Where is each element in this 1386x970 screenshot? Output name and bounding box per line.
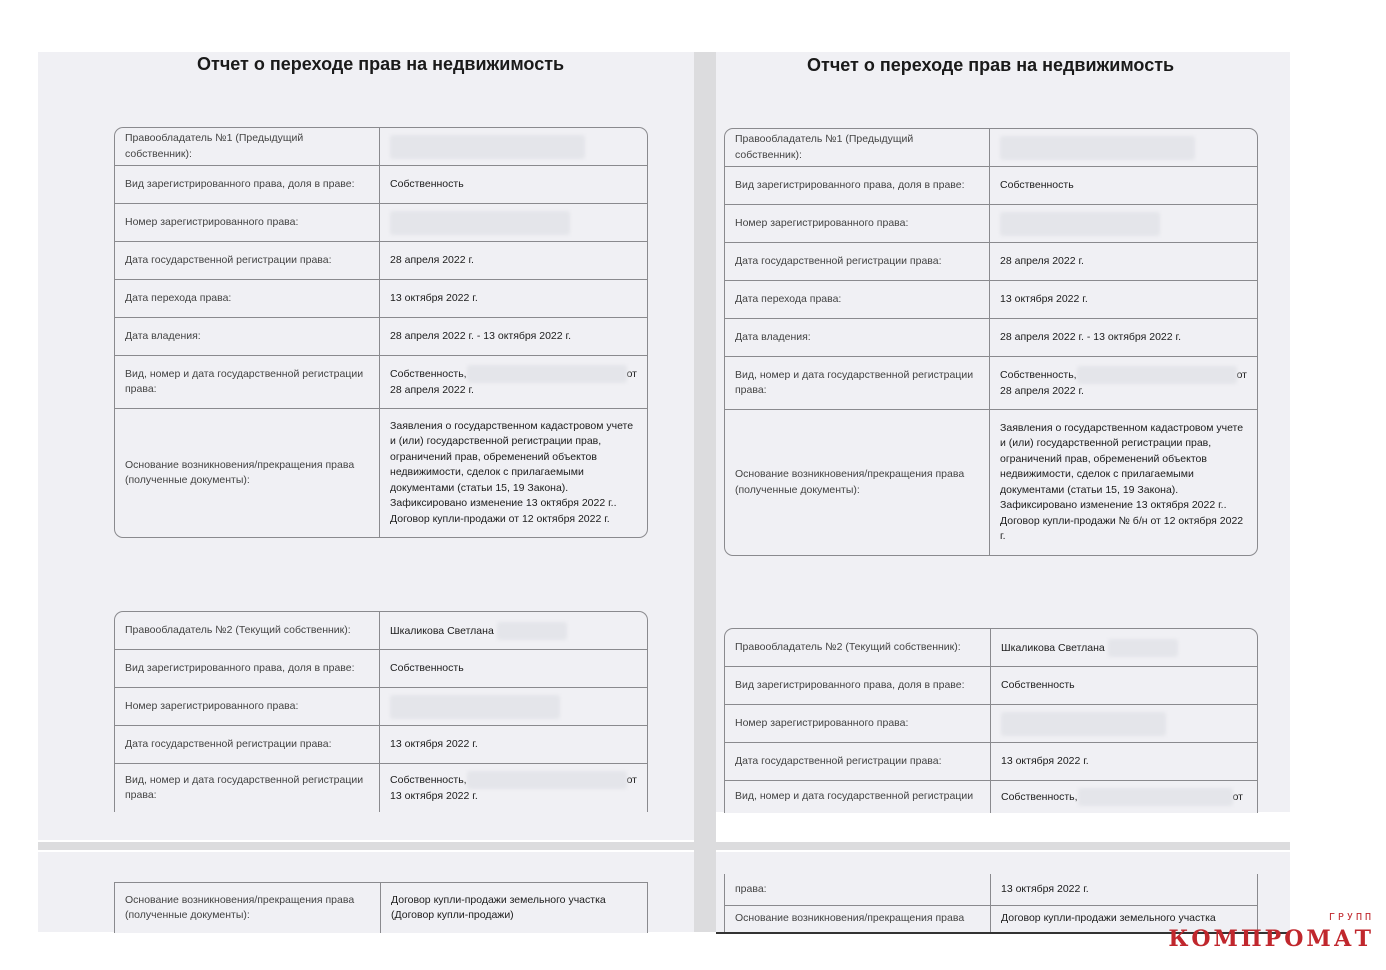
row-key: Дата перехода права:	[725, 281, 990, 319]
row-key: Правообладатель №2 (Текущий собственник):	[115, 612, 380, 650]
row-key: Вид зарегистрированного права, доля в праве:	[115, 166, 380, 204]
row-value: Собственность,	[390, 368, 467, 381]
redacted-value	[497, 622, 567, 640]
row-key: Правообладатель №1 (Предыдущий собственник):	[725, 129, 990, 167]
page-divider-vertical	[694, 52, 716, 932]
redacted-value	[467, 771, 627, 789]
table-row	[115, 356, 647, 409]
redacted-value	[1000, 212, 1160, 236]
row-value-suffix: от	[626, 774, 637, 787]
redacted-value	[1001, 712, 1166, 736]
table-row	[115, 280, 647, 318]
row-value: Договор купли-продажи земельного участка	[1001, 912, 1216, 925]
row-value: 13 октября 2022 г.	[990, 281, 1257, 319]
redacted-value	[467, 365, 627, 383]
row-value-date: 28 апреля 2022 г.	[1000, 385, 1084, 398]
redacted-value	[1077, 366, 1237, 384]
table-row	[725, 281, 1257, 319]
row-value: 13 октября 2022 г.	[380, 280, 647, 318]
table-row	[115, 409, 647, 537]
row-value: Собственность,	[1001, 790, 1078, 803]
row-key: Вид зарегистрированного права, доля в праве:	[725, 667, 991, 705]
table-row	[115, 883, 647, 933]
row-value-date: 28 апреля 2022 г.	[390, 384, 474, 397]
row-value-date: 13 октября 2022 г.	[390, 790, 478, 803]
table-row	[725, 357, 1257, 410]
row-value: Собственность	[991, 667, 1257, 705]
table-row	[725, 667, 1257, 705]
row-value: 28 апреля 2022 г. - 13 октября 2022 г.	[380, 318, 647, 356]
row-key: Дата государственной регистрации права:	[115, 726, 380, 764]
row-value: Собственность,	[390, 774, 467, 787]
row-value: Заявления о государственном кадастровом учете и (или) государственной регистрации прав, ограничений прав, обременений объектов недвижимости, сделок с прилагаемыми документами (статьи 15, 19 Закона). Зафиксировано изменение 13 октября 2022 г.. Договор купли-продажи № б/н от 12 октября 2022 г.	[1000, 421, 1244, 542]
right-document-title: Отчет о переходе прав на недвижимость	[807, 55, 1175, 75]
row-key: Номер зарегистрированного права:	[115, 688, 380, 726]
row-key: Вид зарегистрированного права, доля в праве:	[725, 167, 990, 205]
table-row	[725, 243, 1257, 281]
left-document-title: Отчет о переходе прав на недвижимость	[197, 54, 565, 74]
row-key: Дата государственной регистрации права:	[115, 242, 380, 280]
table-row	[725, 205, 1257, 243]
table-row	[115, 128, 647, 166]
table-row	[725, 743, 1257, 781]
row-value: Собственность	[380, 166, 647, 204]
table-row	[115, 242, 647, 280]
row-value: Собственность	[990, 167, 1257, 205]
row-key: Вид зарегистрированного права, доля в праве:	[115, 650, 380, 688]
row-value: 13 октября 2022 г.	[380, 726, 647, 764]
row-value-suffix: от	[626, 368, 637, 381]
row-key: Вид, номер и дата государственной регистрации права:	[115, 764, 380, 812]
page-divider-horizontal-left	[38, 842, 694, 850]
row-value: 28 апреля 2022 г. - 13 октября 2022 г.	[990, 319, 1257, 357]
row-key: Дата перехода права:	[115, 280, 380, 318]
row-value: Шкаликова Светлана	[1001, 641, 1105, 654]
row-key: Дата государственной регистрации права:	[725, 743, 991, 781]
page-divider-horizontal-right	[716, 842, 1290, 850]
table-row	[115, 318, 647, 356]
table-row	[725, 705, 1257, 743]
row-key: Номер зарегистрированного права:	[725, 705, 991, 743]
row-key: Основание возникновения/прекращения права (полученные документы):	[725, 410, 990, 555]
table-row	[725, 167, 1257, 205]
table-row	[115, 726, 647, 764]
logo-big-text: КОМПРОМАТ	[1168, 926, 1374, 952]
row-key: Основание возникновения/прекращения права (полученные документы):	[115, 883, 381, 933]
row-value-suffix: от	[1232, 790, 1243, 803]
row-value: Заявления о государственном кадастровом учете и (или) государственной регистрации прав, ограничений прав, обременений объектов недвижимости, сделок с прилагаемыми документами (статьи 15, 19 Закона). Зафиксировано изменение 13 октября 2022 г.. Договор купли-продажи от 12 октября 2022 г.	[390, 419, 634, 525]
row-key: Дата владения:	[115, 318, 380, 356]
table-row	[115, 612, 647, 650]
table-row	[725, 629, 1257, 667]
row-value: 28 апреля 2022 г.	[380, 242, 647, 280]
row-key: Вид, номер и дата государственной регистрации права:	[115, 356, 380, 409]
row-key: Дата владения:	[725, 319, 990, 357]
row-key: Основание возникновения/прекращения права (полученные документы):	[115, 409, 380, 537]
redacted-value	[1078, 788, 1233, 806]
kompromat-logo	[1168, 912, 1374, 952]
row-key: Вид, номер и дата государственной регистрации	[725, 781, 991, 813]
row-key: Номер зарегистрированного права:	[725, 205, 990, 243]
table-row	[725, 129, 1257, 167]
row-key: Основание возникновения/прекращения права	[725, 906, 991, 932]
row-value: 13 октября 2022 г.	[991, 874, 1257, 906]
redacted-value	[390, 135, 585, 159]
table-row	[115, 204, 647, 242]
row-key: Вид, номер и дата государственной регистрации права:	[725, 357, 990, 410]
row-key: Правообладатель №1 (Предыдущий собственник):	[115, 128, 380, 166]
table-row	[115, 166, 647, 204]
redacted-value	[390, 695, 560, 719]
table-row	[115, 650, 647, 688]
table-row	[115, 764, 647, 812]
left-owner1-table	[114, 127, 648, 538]
redacted-value	[1000, 136, 1195, 160]
table-row	[725, 874, 1257, 906]
row-key: Номер зарегистрированного права:	[115, 204, 380, 242]
row-key: права:	[725, 874, 991, 906]
table-row	[115, 688, 647, 726]
row-value: 13 октября 2022 г.	[991, 743, 1257, 781]
right-owner2-continued-table	[724, 874, 1258, 932]
redacted-value	[390, 211, 570, 235]
table-row	[725, 319, 1257, 357]
logo-small-text: ГРУПП	[1328, 912, 1374, 923]
row-value: 28 апреля 2022 г.	[990, 243, 1257, 281]
row-value-suffix: от	[1236, 369, 1247, 382]
row-value: Собственность,	[1000, 369, 1077, 382]
right-owner1-table	[724, 128, 1258, 556]
left-owner2-table	[114, 611, 648, 812]
row-value: Договор купли-продажи земельного участка (Договор купли-продажи)	[391, 893, 606, 921]
redacted-value	[1108, 639, 1178, 657]
row-key: Дата государственной регистрации права:	[725, 243, 990, 281]
right-owner2-table	[724, 628, 1258, 813]
table-row	[725, 410, 1257, 555]
row-value: Шкаликова Светлана	[390, 624, 494, 637]
left-owner2-continued-table	[114, 882, 648, 933]
row-value: Собственность	[380, 650, 647, 688]
table-row	[725, 781, 1257, 813]
row-key: Правообладатель №2 (Текущий собственник):	[725, 629, 991, 667]
